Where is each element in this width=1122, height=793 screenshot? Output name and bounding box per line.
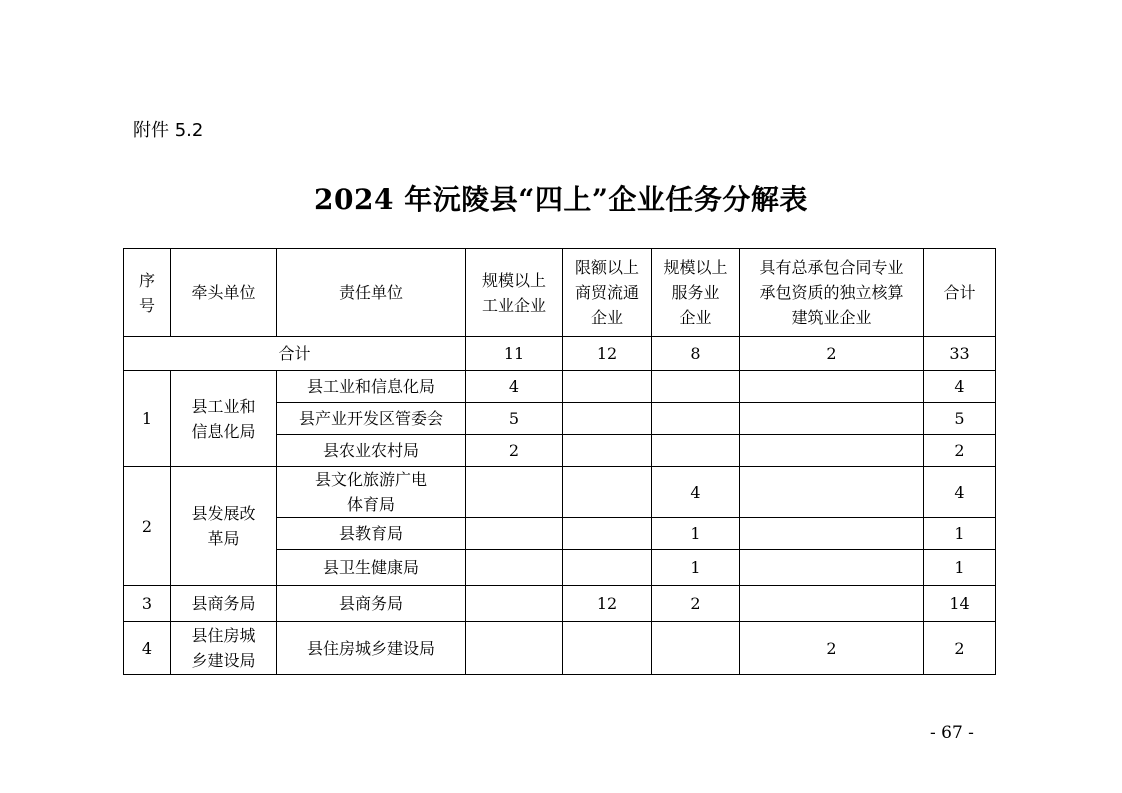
service-cell: 4 bbox=[652, 467, 740, 518]
totals-construction: 2 bbox=[740, 337, 924, 371]
responsible-unit-line: 县农业农村局 bbox=[322, 441, 419, 460]
industrial-cell bbox=[466, 518, 563, 550]
construction-cell bbox=[740, 371, 924, 403]
header-trade-line: 企业 bbox=[590, 308, 623, 327]
table-body bbox=[124, 249, 996, 675]
trade-cell bbox=[563, 622, 652, 675]
service-cell: 1 bbox=[652, 550, 740, 586]
trade-cell bbox=[563, 403, 652, 435]
lead-unit-cell bbox=[171, 467, 277, 586]
header-construction-line: 承包资质的独立核算 bbox=[759, 283, 904, 302]
service-cell bbox=[652, 622, 740, 675]
totals-trade: 12 bbox=[563, 337, 652, 371]
table-row bbox=[124, 586, 996, 622]
table-row bbox=[124, 622, 996, 675]
responsible-unit-line: 县住房城乡建设局 bbox=[306, 638, 435, 658]
totals-total: 33 bbox=[924, 337, 996, 371]
trade-cell bbox=[563, 435, 652, 467]
lead-unit-cell bbox=[171, 622, 277, 675]
header-seq-line: 序 bbox=[138, 270, 155, 290]
service-cell bbox=[652, 435, 740, 467]
lead-unit-line: 县工业和 bbox=[191, 396, 256, 416]
construction-cell bbox=[740, 586, 924, 622]
responsible-unit-line: 县教育局 bbox=[338, 524, 403, 543]
table-row bbox=[124, 371, 996, 403]
trade-cell: 12 bbox=[563, 586, 652, 622]
header-service bbox=[652, 249, 740, 337]
total-cell: 1 bbox=[924, 550, 996, 586]
header-trade-line: 商贸流通 bbox=[574, 283, 639, 302]
responsible-unit-line: 县工业和信息化局 bbox=[306, 377, 435, 396]
service-cell bbox=[652, 371, 740, 403]
header-industrial-line: 工业企业 bbox=[481, 295, 546, 315]
construction-cell bbox=[740, 435, 924, 467]
lead-unit-line: 县住房城 bbox=[191, 626, 256, 645]
header-service-line: 企业 bbox=[679, 308, 712, 327]
total-cell: 4 bbox=[924, 467, 996, 518]
service-cell bbox=[652, 403, 740, 435]
totals-row bbox=[124, 337, 996, 371]
industrial-cell bbox=[466, 586, 563, 622]
header-service-line: 规模以上 bbox=[663, 258, 728, 277]
industrial-cell: 2 bbox=[466, 435, 563, 467]
lead-unit-line: 革局 bbox=[207, 529, 240, 548]
industrial-cell: 4 bbox=[466, 371, 563, 403]
construction-cell bbox=[740, 403, 924, 435]
trade-cell bbox=[563, 371, 652, 403]
header-industrial bbox=[466, 249, 563, 337]
header-total: 合计 bbox=[924, 249, 996, 337]
lead-unit-line: 乡建设局 bbox=[191, 651, 256, 670]
header-responsible: 责任单位 bbox=[277, 249, 466, 337]
total-cell: 1 bbox=[924, 518, 996, 550]
header-construction-line: 建筑业企业 bbox=[791, 308, 872, 327]
total-cell: 2 bbox=[924, 622, 996, 675]
responsible-unit-cell bbox=[277, 403, 466, 435]
header-lead: 牵头单位 bbox=[171, 249, 277, 337]
construction-cell bbox=[740, 550, 924, 586]
trade-cell bbox=[563, 550, 652, 586]
responsible-unit-cell bbox=[277, 371, 466, 403]
header-seq-line: 号 bbox=[138, 295, 155, 315]
header-trade-line: 限额以上 bbox=[574, 258, 639, 277]
construction-cell bbox=[740, 518, 924, 550]
totals-label: 合计 bbox=[124, 337, 466, 371]
header-row bbox=[124, 249, 996, 337]
lead-unit-line: 信息化局 bbox=[191, 421, 256, 441]
total-cell: 14 bbox=[924, 586, 996, 622]
industrial-cell: 5 bbox=[466, 403, 563, 435]
seq-cell: 4 bbox=[124, 622, 171, 675]
construction-cell: 2 bbox=[740, 622, 924, 675]
responsible-unit-cell bbox=[277, 518, 466, 550]
header-construction-line: 具有总承包合同专业 bbox=[759, 258, 904, 277]
total-cell: 4 bbox=[924, 371, 996, 403]
industrial-cell bbox=[466, 550, 563, 586]
attachment-label: 附件 5.2 bbox=[133, 120, 204, 141]
service-cell: 2 bbox=[652, 586, 740, 622]
seq-cell: 1 bbox=[124, 371, 171, 467]
responsible-unit-line: 县产业开发区管委会 bbox=[298, 409, 443, 428]
responsible-unit-line: 县商务局 bbox=[338, 594, 403, 613]
page-number: - 67 - bbox=[930, 723, 974, 743]
totals-industrial: 11 bbox=[466, 337, 563, 371]
task-breakdown-table bbox=[123, 248, 996, 675]
responsible-unit-line: 体育局 bbox=[346, 495, 395, 514]
header-seq bbox=[124, 249, 171, 337]
construction-cell bbox=[740, 467, 924, 518]
industrial-cell bbox=[466, 622, 563, 675]
responsible-unit-cell bbox=[277, 550, 466, 586]
lead-unit-cell bbox=[171, 371, 277, 467]
responsible-unit-cell bbox=[277, 622, 466, 675]
responsible-unit-line: 县文化旅游广电 bbox=[314, 470, 427, 489]
industrial-cell bbox=[466, 467, 563, 518]
totals-service: 8 bbox=[652, 337, 740, 371]
trade-cell bbox=[563, 467, 652, 518]
header-service-line: 服务业 bbox=[671, 283, 720, 302]
lead-unit-line: 县发展改 bbox=[191, 504, 256, 523]
page-title: 2024 年沅陵县“四上”企业任务分解表 bbox=[314, 183, 808, 216]
seq-cell: 2 bbox=[124, 467, 171, 586]
responsible-unit-line: 县卫生健康局 bbox=[322, 558, 419, 577]
total-cell: 5 bbox=[924, 403, 996, 435]
total-cell: 2 bbox=[924, 435, 996, 467]
header-trade bbox=[563, 249, 652, 337]
trade-cell bbox=[563, 518, 652, 550]
seq-cell: 3 bbox=[124, 586, 171, 622]
lead-unit-line: 县商务局 bbox=[191, 594, 256, 613]
table-row bbox=[124, 467, 996, 518]
responsible-unit-cell bbox=[277, 435, 466, 467]
lead-unit-cell bbox=[171, 586, 277, 622]
responsible-unit-cell bbox=[277, 467, 466, 518]
responsible-unit-cell bbox=[277, 586, 466, 622]
header-industrial-line: 规模以上 bbox=[481, 270, 546, 290]
header-construction bbox=[740, 249, 924, 337]
service-cell: 1 bbox=[652, 518, 740, 550]
